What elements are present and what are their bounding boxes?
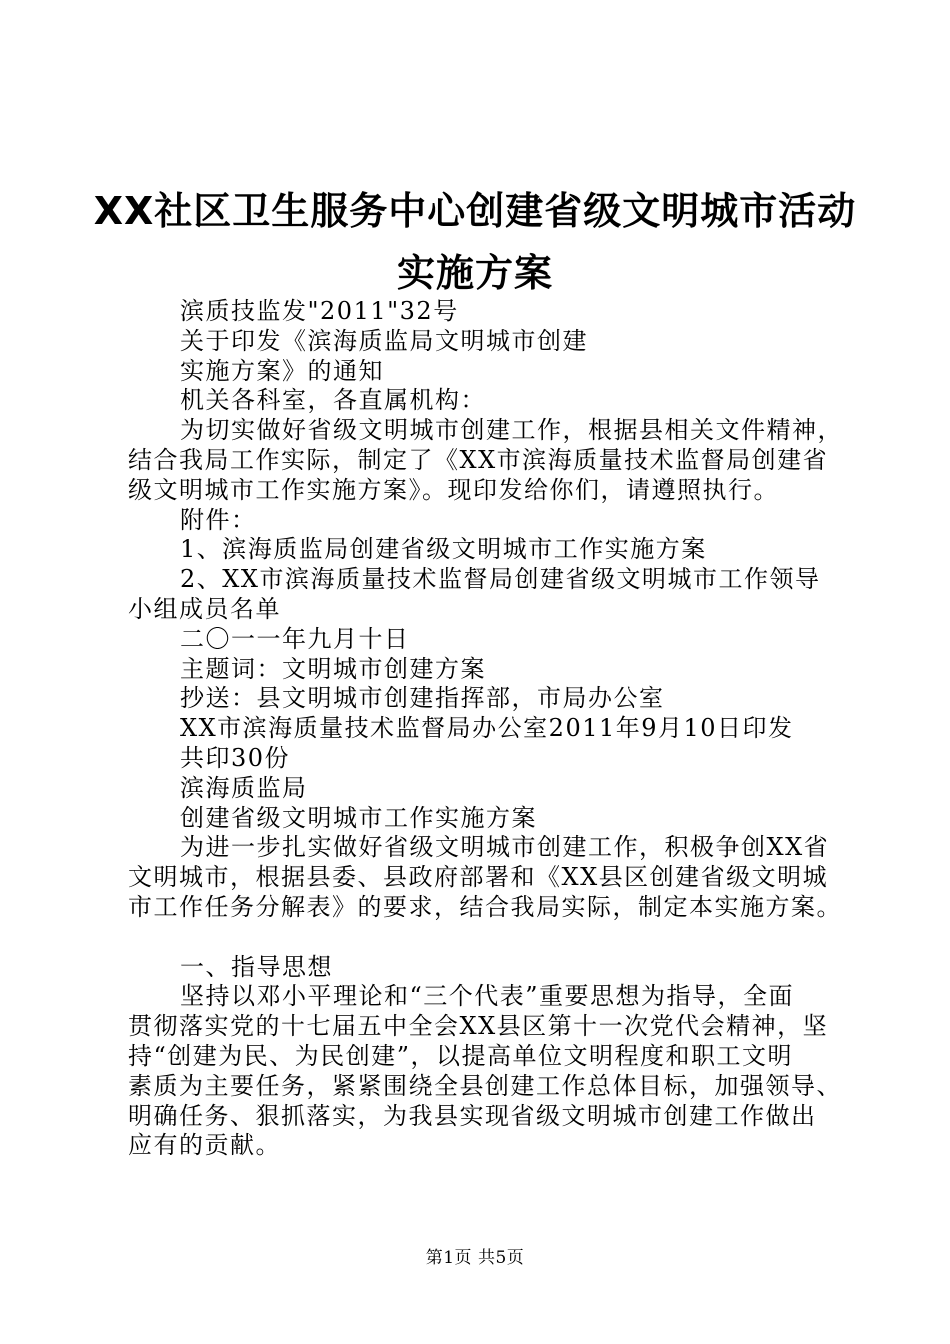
document-body — [128, 297, 843, 1161]
doc-number: 滨质技监发"2011"32号 — [180, 297, 459, 325]
subject-words: 主题词：文明城市创建方案 — [180, 654, 486, 683]
paragraph-line: 为切实做好省级文明城市创建工作，根据县相关文件精神， — [180, 416, 843, 445]
document-title-line-1: XX社区卫生服务中心创建省级文明城市活动 — [93, 189, 857, 233]
attachment-label: 附件： — [180, 505, 257, 534]
notice-title-line-1: 关于印发《滨海质监局文明城市创建 — [180, 326, 588, 355]
addressee: 机关各科室，各直属机构： — [180, 386, 486, 415]
section-heading: 一、指导思想 — [180, 952, 333, 981]
cc-list: 抄送：县文明城市创建指挥部，市局办公室 — [180, 684, 665, 713]
paragraph-line: 级文明城市工作实施方案》。现印发给你们，请遵照执行。 — [128, 475, 779, 504]
blank-line — [128, 923, 828, 953]
print-count: 共印30份 — [180, 743, 291, 772]
paragraph-line: 结合我局工作实际，制定了《XX市滨海质量技术监督局创建省 — [128, 445, 829, 474]
issue-date: 二〇一一年九月十日 — [180, 624, 410, 653]
paragraph-line: 持“创建为民、为民创建”，以提高单位文明程度和职工文明 — [128, 1041, 794, 1070]
notice-title-line-2: 实施方案》的通知 — [180, 356, 384, 385]
paragraph-line: 贯彻落实党的十七届五中全会XX县区第十一次党代会精神，坚 — [128, 1012, 829, 1041]
attachment-item: 1、滨海质监局创建省级文明城市工作实施方案 — [180, 535, 707, 564]
paragraph-line: 为进一步扎实做好省级文明城市创建工作，积极争创XX省 — [180, 833, 830, 862]
paragraph-line: 坚持以邓小平理论和“三个代表”重要思想为指导，全面 — [180, 982, 795, 1011]
paragraph-line: 明确任务、狠抓落实，为我县实现省级文明城市创建工作做出 — [128, 1101, 817, 1130]
issuer-line: XX市滨海质量技术监督局办公室2011年9月10日印发 — [180, 714, 794, 743]
document-title-line-2: 实施方案 — [396, 251, 553, 295]
attachment-item: 2、XX市滨海质量技术监督局创建省级文明城市工作领导 — [180, 565, 821, 594]
org-name: 滨海质监局 — [180, 773, 308, 802]
attachment-item-cont: 小组成员名单 — [128, 594, 281, 623]
plan-title: 创建省级文明城市工作实施方案 — [180, 803, 537, 832]
paragraph-line: 市工作任务分解表》的要求，结合我局实际，制定本实施方案。 — [128, 892, 842, 921]
page-footer: 第1页 共5页 — [425, 1248, 525, 1268]
paragraph-line: 素质为主要任务，紧紧围绕全县创建工作总体目标，加强领导、 — [128, 1071, 842, 1100]
paragraph-line: 应有的贡献。 — [128, 1131, 281, 1160]
paragraph-line: 文明城市，根据县委、县政府部署和《XX县区创建省级文明城 — [128, 863, 829, 892]
